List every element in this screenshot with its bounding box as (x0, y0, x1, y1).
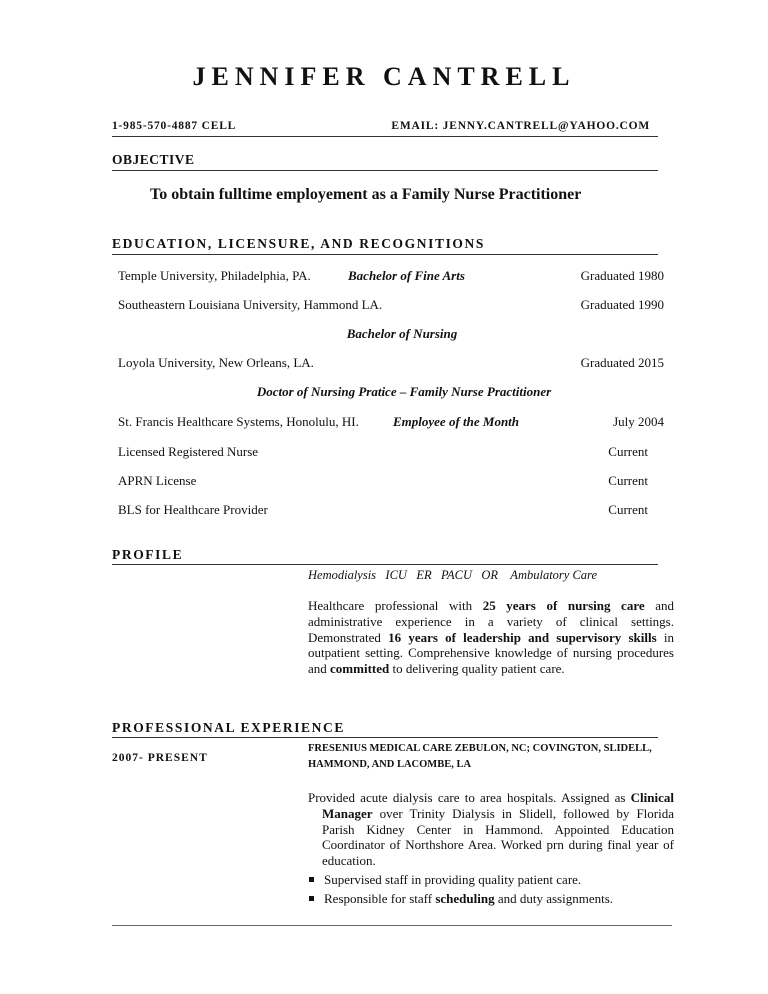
list-item: Responsible for staff scheduling and duty assignments. (308, 889, 674, 908)
education-row (118, 297, 664, 315)
license-row (118, 502, 664, 520)
employer: St. Francis Healthcare Systems, Honolulu, HI. (118, 414, 359, 429)
license-status: Current (608, 502, 648, 517)
objective-text: To obtain fulltime employement as a Family Nurse Practitioner (150, 186, 582, 203)
experience-heading: PROFESSIONAL EXPERIENCE (112, 720, 345, 735)
license-name: Licensed Registered Nurse (118, 444, 259, 459)
graduation-date: Graduated 2015 (580, 355, 664, 370)
graduation-date: Graduated 1980 (580, 268, 664, 283)
license-row (118, 473, 664, 491)
bullet-icon (309, 896, 314, 901)
profile-heading: PROFILE (112, 547, 184, 562)
phone-number: 1-985-570-4887 CELL (112, 120, 237, 132)
license-row (118, 444, 664, 462)
graduation-date: Graduated 1990 (580, 297, 664, 312)
award: Employee of the Month (393, 414, 520, 429)
employer-name: FRESENIUS MEDICAL CARE ZEBULON, NC; COVINGTON, SLIDELL, HAMMOND, AND LACOMBE, LA (308, 743, 652, 770)
objective-divider (112, 170, 658, 171)
specialty-tags: Hemodialysis ICU ER PACU OR Ambulatory Care (308, 568, 597, 582)
degree: Doctor of Nursing Pratice – Family Nurse Practitioner (256, 384, 552, 399)
recognition-row (118, 414, 664, 432)
objective-heading: OBJECTIVE (112, 152, 195, 167)
list-item: Supervised staff in providing quality patient care. (308, 870, 674, 889)
contact-divider (112, 136, 658, 137)
license-status: Current (608, 444, 648, 459)
profile-divider (112, 564, 658, 565)
education-divider (112, 254, 658, 255)
job-duties (308, 870, 674, 908)
degree: Bachelor of Nursing (346, 326, 458, 341)
education-row (118, 355, 664, 373)
license-name: BLS for Healthcare Provider (118, 502, 268, 517)
institution: Loyola University, New Orleans, LA. (118, 355, 314, 370)
institution: Southeastern Louisiana University, Hammond LA. (118, 297, 383, 312)
profile-summary: Healthcare professional with 25 years of nursing care and administrative experience in a variety of clinical settings. Demonstrated 16 years of leadership and supervisory skills in outpatient setting. Comprehensive knowledge of nursing procedures and committed to delivering quality patient care. (308, 598, 674, 677)
education-row (118, 268, 664, 286)
page-bottom-divider (112, 925, 672, 926)
award-date: July 2004 (613, 414, 664, 429)
license-name: APRN License (118, 473, 197, 488)
degree: Bachelor of Fine Arts (348, 268, 465, 283)
contact-line (112, 120, 658, 136)
job-description: Provided acute dialysis care to area hospitals. Assigned as Clinical Manager over Trinity Dialysis in Slidell, followed by Florida Parish Kidney Center in Hammond. Appointed Education Coordinator of Northshore Area. Worked prn during final year of education. (308, 790, 674, 869)
license-status: Current (608, 473, 648, 488)
employment-dates: 2007- PRESENT (112, 752, 208, 764)
experience-divider (112, 737, 658, 738)
bullet-icon (309, 877, 314, 882)
email-address: EMAIL: JENNY.CANTRELL@YAHOO.COM (391, 120, 650, 132)
institution: Temple University, Philadelphia, PA. (118, 268, 311, 283)
applicant-name: JENNIFER CANTRELL (192, 62, 576, 91)
education-heading: EDUCATION, LICENSURE, AND RECOGNITIONS (112, 236, 485, 251)
